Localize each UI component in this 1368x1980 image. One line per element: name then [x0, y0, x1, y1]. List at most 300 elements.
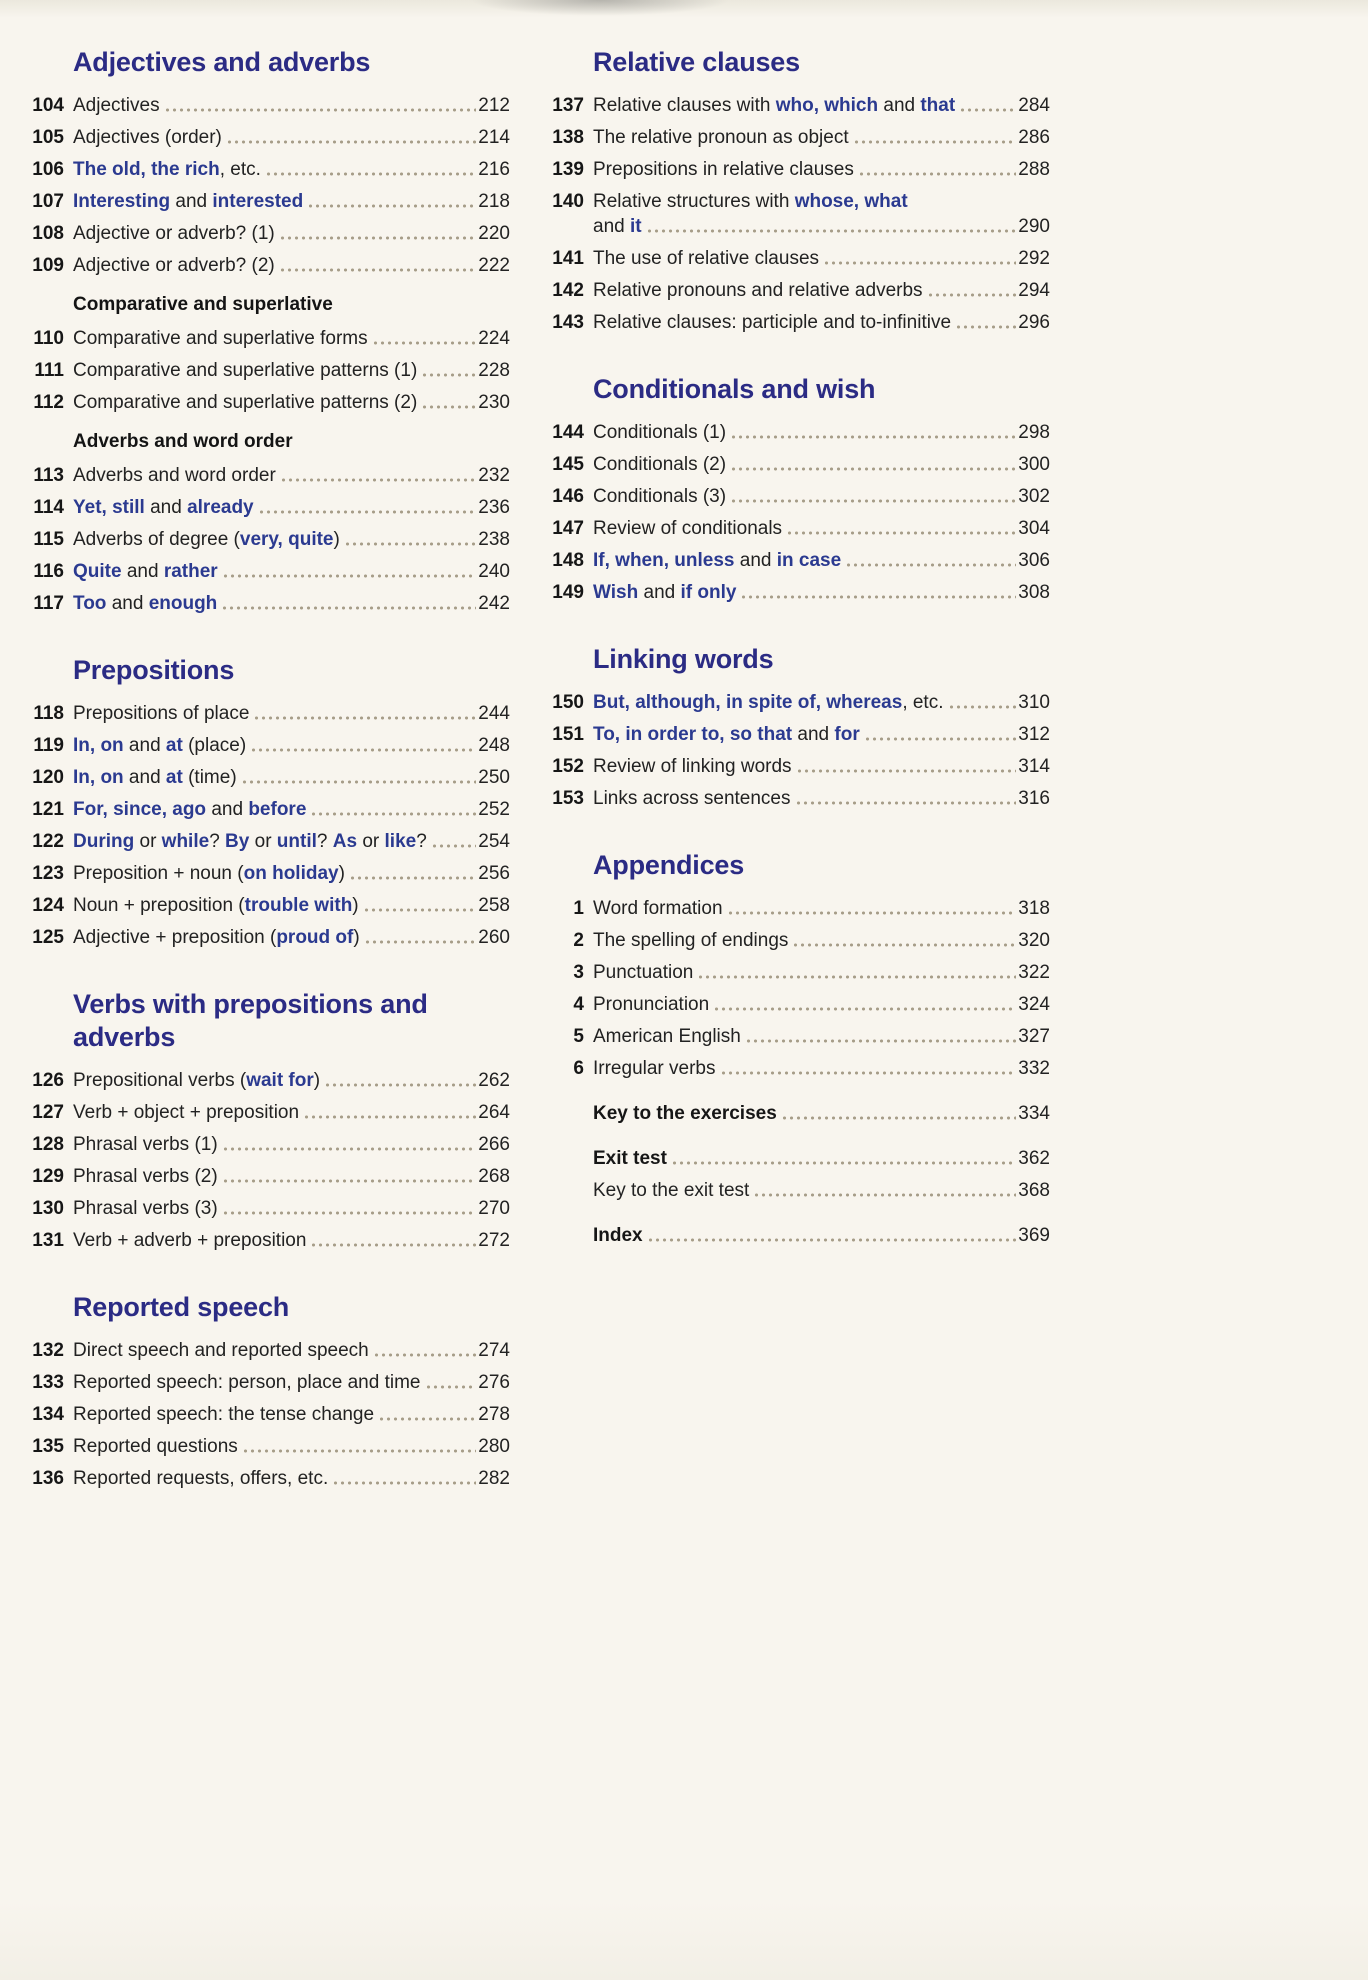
- plain-text: Comparative and superlative patterns (1): [73, 360, 418, 381]
- entry-number: 145: [552, 454, 584, 475]
- entry-number: 129: [32, 1166, 64, 1187]
- entry-body: [73, 358, 510, 383]
- entry-line: [73, 189, 510, 214]
- dot-leader: [311, 1241, 476, 1249]
- entry-title: [73, 1164, 218, 1189]
- keyword-text: Wish: [593, 582, 639, 603]
- dot-leader: [280, 266, 477, 274]
- toc-entry: [30, 221, 510, 246]
- keyword-text: very, quite: [239, 529, 334, 550]
- dot-leader: [373, 339, 477, 347]
- dot-leader: [223, 1177, 477, 1185]
- dot-leader: [432, 842, 477, 850]
- toc-entry: [30, 253, 510, 278]
- entry-number: 130: [32, 1198, 64, 1219]
- plain-text: ?: [209, 831, 226, 852]
- entry-number: 150: [552, 692, 584, 713]
- entry-body: [73, 893, 510, 918]
- entry-title: [593, 516, 782, 541]
- dot-leader: [846, 561, 1016, 569]
- toc-entry: [30, 701, 510, 726]
- entry-page: 296: [1018, 312, 1050, 333]
- entry-page: 292: [1018, 248, 1050, 269]
- plain-text: or: [134, 831, 162, 852]
- entry-title: [73, 157, 261, 182]
- toc-entry: [550, 1024, 1050, 1049]
- dot-leader: [824, 259, 1016, 267]
- toc-entry: [550, 157, 1050, 182]
- section-heading: Linking words: [593, 644, 774, 674]
- entry-line: [593, 246, 1050, 271]
- toc-entry: [550, 278, 1050, 303]
- plain-text: and: [170, 191, 213, 212]
- plain-text: and: [106, 593, 149, 614]
- keyword-text: on holiday: [243, 863, 339, 884]
- dot-leader: [379, 1415, 476, 1423]
- entry-title: [73, 463, 276, 488]
- entry-title: [593, 548, 841, 573]
- section-heading: Appendices: [593, 850, 745, 880]
- plain-text: , etc.: [219, 159, 261, 180]
- entry-line: [73, 559, 510, 584]
- dot-leader: [728, 909, 1017, 917]
- entry-title: [73, 1068, 320, 1093]
- entry-line: [593, 1101, 1050, 1126]
- entry-body: [593, 310, 1050, 335]
- toc-column-1: [30, 46, 510, 1498]
- entry-number: 116: [33, 561, 64, 582]
- plain-text: Review of conditionals: [593, 518, 783, 539]
- toc-entry: [550, 1223, 1050, 1248]
- toc-entry: [30, 1196, 510, 1221]
- entry-number: 153: [552, 788, 584, 809]
- entry-page: 254: [478, 831, 510, 852]
- entry-line: [73, 765, 510, 790]
- keyword-text: The old, the rich: [73, 159, 220, 180]
- entry-number: 136: [32, 1468, 64, 1489]
- entry-body: [73, 189, 510, 214]
- entry-title: [73, 1434, 238, 1459]
- entry-page: 316: [1018, 788, 1050, 809]
- plain-text: and: [121, 561, 164, 582]
- dot-leader: [281, 476, 477, 484]
- toc-column-2: [550, 46, 1050, 1498]
- entry-line: [73, 326, 510, 351]
- entry-body: [593, 1146, 1050, 1171]
- dot-leader: [345, 540, 476, 548]
- entry-body: [73, 701, 510, 726]
- entry-body: [593, 690, 1050, 715]
- plain-text: ): [353, 927, 360, 948]
- entry-line: [593, 278, 1050, 303]
- entry-number: 118: [33, 703, 64, 724]
- entry-page: 242: [478, 593, 510, 614]
- plain-text: Reported speech: the tense change: [73, 1404, 375, 1425]
- entry-body: [593, 484, 1050, 509]
- entry-title: [73, 1132, 218, 1157]
- plain-text: ?: [416, 831, 427, 852]
- entry-title: [593, 189, 908, 214]
- entry-page: 212: [478, 95, 510, 116]
- section-heading: Verbs with prepositions and adverbs: [73, 989, 428, 1052]
- entry-body: [593, 516, 1050, 541]
- dot-leader: [251, 746, 476, 754]
- entry-title: [593, 754, 792, 779]
- plain-text: Verb + object + preposition: [73, 1102, 300, 1123]
- entry-page: 294: [1018, 280, 1050, 301]
- entry-title: [73, 189, 303, 214]
- entry-line: [73, 861, 510, 886]
- entry-body: [73, 733, 510, 758]
- toc-entry: [550, 896, 1050, 921]
- entry-page: 222: [478, 255, 510, 276]
- plain-text: (time): [182, 767, 237, 788]
- toc-entry: [30, 829, 510, 854]
- toc-entry: [550, 722, 1050, 747]
- entry-number: 140: [552, 191, 584, 212]
- dot-leader: [754, 1191, 1016, 1199]
- keyword-text: If, when, unless: [593, 550, 735, 571]
- entry-body: [73, 1466, 510, 1491]
- entry-title: [73, 861, 345, 886]
- keyword-text: Yet, still: [73, 497, 145, 518]
- plain-text: Prepositional verbs (: [73, 1070, 247, 1091]
- entry-number: 127: [32, 1102, 64, 1123]
- entry-line: [73, 1338, 510, 1363]
- keyword-text: enough: [148, 593, 218, 614]
- entry-body: [593, 189, 1050, 239]
- entry-page: 298: [1018, 422, 1050, 443]
- entry-number: 137: [552, 95, 584, 116]
- entry-page: 322: [1018, 962, 1050, 983]
- toc-section: [30, 46, 510, 616]
- dot-leader: [222, 604, 476, 612]
- toc-entry: [30, 125, 510, 150]
- entry-line: [593, 896, 1050, 921]
- entry-number: 147: [552, 518, 584, 539]
- dot-leader: [854, 138, 1017, 146]
- entry-line: [593, 1223, 1050, 1248]
- entry-line: [593, 93, 1050, 118]
- dot-leader: [325, 1081, 476, 1089]
- entry-body: [73, 1164, 510, 1189]
- entry-body: [73, 1228, 510, 1253]
- dot-leader: [333, 1479, 476, 1487]
- entry-body: [73, 1196, 510, 1221]
- entry-page: 220: [478, 223, 510, 244]
- entry-page: 272: [478, 1230, 510, 1251]
- entry-title: [593, 125, 849, 150]
- keyword-text: trouble with: [244, 895, 353, 916]
- entry-page: 260: [478, 927, 510, 948]
- keyword-text: in case: [776, 550, 842, 571]
- dot-leader: [223, 1209, 477, 1217]
- toc-entry: [30, 358, 510, 383]
- toc-entry: [30, 1402, 510, 1427]
- keyword-text: Quite: [73, 561, 122, 582]
- dot-leader: [242, 778, 477, 786]
- entry-page: 327: [1018, 1026, 1050, 1047]
- entry-title: [593, 786, 791, 811]
- entry-title: [73, 925, 360, 950]
- toc-entry: [30, 1466, 510, 1491]
- toc-entry: [550, 580, 1050, 605]
- entry-page: 284: [1018, 95, 1050, 116]
- entry-number: 105: [32, 127, 64, 148]
- entry-title: [73, 1100, 299, 1125]
- dot-leader: [746, 1037, 1016, 1045]
- toc-entry: [30, 1370, 510, 1395]
- plain-text: and: [878, 95, 921, 116]
- entry-title: [73, 495, 254, 520]
- entry-page: 304: [1018, 518, 1050, 539]
- keyword-text: until: [276, 831, 317, 852]
- entry-body: [73, 765, 510, 790]
- entry-page: 288: [1018, 159, 1050, 180]
- keyword-text: like: [384, 831, 417, 852]
- toc-entry: [30, 591, 510, 616]
- entry-line: [73, 1132, 510, 1157]
- entry-number: 139: [552, 159, 584, 180]
- entry-title: [73, 125, 222, 150]
- entry-line: [73, 925, 510, 950]
- entry-page: 256: [478, 863, 510, 884]
- entry-page: 262: [478, 1070, 510, 1091]
- entry-page: 324: [1018, 994, 1050, 1015]
- entry-body: [73, 93, 510, 118]
- keyword-text: But, although, in spite of, whereas: [593, 692, 903, 713]
- keyword-text: In, on: [73, 767, 124, 788]
- entry-number: 6: [573, 1058, 584, 1079]
- entry-line: [593, 189, 1050, 214]
- toc-entry: [30, 390, 510, 415]
- dot-leader: [928, 291, 1017, 299]
- entry-page: 312: [1018, 724, 1050, 745]
- entry-number: [550, 1101, 584, 1126]
- dot-leader: [350, 874, 476, 882]
- section-heading: Conditionals and wish: [593, 374, 876, 404]
- entry-body: [593, 928, 1050, 953]
- entry-body: [593, 1223, 1050, 1248]
- entry-page: 286: [1018, 127, 1050, 148]
- plain-text: Adverbs of degree (: [73, 529, 240, 550]
- dot-leader: [960, 106, 1016, 114]
- dot-leader: [698, 973, 1016, 981]
- entry-title: [73, 1196, 218, 1221]
- keyword-text: wait for: [246, 1070, 314, 1091]
- plain-text: Reported speech: person, place and time: [73, 1372, 421, 1393]
- entry-title: [73, 1402, 374, 1427]
- entry-title: [593, 896, 723, 921]
- entry-line: [73, 1196, 510, 1221]
- entry-number: 143: [552, 312, 584, 333]
- entry-body: [593, 1101, 1050, 1126]
- entry-number: 123: [32, 863, 64, 884]
- entry-body: [593, 420, 1050, 445]
- entry-page: 278: [478, 1404, 510, 1425]
- entry-number: [550, 1178, 584, 1203]
- plain-text: ): [352, 895, 359, 916]
- keyword-text: To, in order to, so that: [593, 724, 793, 745]
- entry-line: [73, 1466, 510, 1491]
- entry-page: 266: [478, 1134, 510, 1155]
- section-heading: Relative clauses: [593, 47, 800, 77]
- toc-section: [550, 373, 1050, 605]
- plain-text: ?: [316, 831, 333, 852]
- keyword-text: while: [161, 831, 210, 852]
- toc-entry: [30, 797, 510, 822]
- entry-page: 334: [1018, 1103, 1050, 1124]
- keyword-text: During: [73, 831, 135, 852]
- keyword-text: at: [165, 735, 183, 756]
- entry-title: [73, 701, 249, 726]
- toc-entry: [30, 1228, 510, 1253]
- toc-entry: [550, 1146, 1050, 1171]
- entry-line: [73, 1100, 510, 1125]
- toc-entry: [550, 310, 1050, 335]
- plain-text: The spelling of endings: [593, 930, 789, 951]
- entry-number: [550, 1223, 584, 1248]
- entry-page: 274: [478, 1340, 510, 1361]
- entry-number: 106: [32, 159, 64, 180]
- entry-line: [73, 495, 510, 520]
- dot-leader: [647, 227, 1017, 235]
- entry-page: 290: [1018, 216, 1050, 237]
- entry-body: [593, 278, 1050, 303]
- entry-number: 108: [32, 223, 64, 244]
- dot-leader: [365, 938, 477, 946]
- toc-entry: [550, 516, 1050, 541]
- entry-number: 114: [33, 497, 64, 518]
- entry-page: 218: [478, 191, 510, 212]
- plain-text: Adjective + preposition (: [73, 927, 277, 948]
- entry-page: 264: [478, 1102, 510, 1123]
- entry-body: [73, 253, 510, 278]
- toc-entry: [550, 690, 1050, 715]
- toc-section: [550, 643, 1050, 811]
- dot-leader: [731, 465, 1016, 473]
- entry-title: [593, 420, 726, 445]
- entry-title: [593, 722, 860, 747]
- entry-body: [593, 125, 1050, 150]
- entry-body: [593, 548, 1050, 573]
- plain-text: Phrasal verbs (2): [73, 1166, 218, 1187]
- entry-page: 224: [478, 328, 510, 349]
- keyword-text: Too: [73, 593, 107, 614]
- entry-title: [73, 733, 246, 758]
- entry-body: [73, 1402, 510, 1427]
- entry-title: [593, 246, 819, 271]
- entry-line: [593, 992, 1050, 1017]
- entry-body: [593, 754, 1050, 779]
- plain-text: and: [206, 799, 249, 820]
- keyword-text: For, since, ago: [73, 799, 207, 820]
- entry-line: [593, 125, 1050, 150]
- entry-line: [73, 797, 510, 822]
- toc-section: [550, 46, 1050, 335]
- entry-line: [593, 1146, 1050, 1171]
- entry-number: 151: [552, 724, 584, 745]
- toc-entry: [550, 484, 1050, 509]
- plain-text: ): [333, 529, 340, 550]
- entry-number: 113: [33, 465, 64, 486]
- entry-page: 282: [478, 1468, 510, 1489]
- entry-number: 115: [33, 529, 64, 550]
- dot-leader: [672, 1159, 1016, 1167]
- plain-text: Adjectives: [73, 95, 160, 116]
- entry-body: [73, 925, 510, 950]
- entry-page: 270: [478, 1198, 510, 1219]
- entry-line: [73, 390, 510, 415]
- toc-entry: [30, 157, 510, 182]
- toc-entry: [30, 559, 510, 584]
- entry-body: [593, 786, 1050, 811]
- entry-title: [593, 1101, 777, 1126]
- entry-page: 258: [478, 895, 510, 916]
- subsection-heading: Comparative and superlative: [73, 294, 333, 315]
- entry-body: [73, 829, 510, 854]
- dot-leader: [374, 1351, 477, 1359]
- entry-title: [73, 221, 275, 246]
- entry-body: [73, 797, 510, 822]
- keyword-text: By: [225, 831, 250, 852]
- entry-body: [593, 1024, 1050, 1049]
- entry-body: [73, 1068, 510, 1093]
- plain-text: , etc.: [902, 692, 944, 713]
- keyword-text: before: [248, 799, 307, 820]
- entry-page: 252: [478, 799, 510, 820]
- entry-body: [593, 960, 1050, 985]
- dot-leader: [422, 371, 476, 379]
- entry-number: 134: [32, 1404, 64, 1425]
- toc-entry: [30, 326, 510, 351]
- entry-page: 244: [478, 703, 510, 724]
- plain-text: Reported requests, offers, etc.: [73, 1468, 329, 1489]
- entry-number: 132: [32, 1340, 64, 1361]
- entry-body: [73, 1132, 510, 1157]
- keyword-text: already: [187, 497, 254, 518]
- dot-leader: [426, 1383, 477, 1391]
- entry-page: 238: [478, 529, 510, 550]
- dot-leader: [259, 508, 477, 516]
- toc-entry: [30, 1434, 510, 1459]
- keyword-text: As: [332, 831, 358, 852]
- entry-number: 121: [32, 799, 64, 820]
- entry-number: 119: [33, 735, 64, 756]
- entry-page: 369: [1018, 1225, 1050, 1246]
- toc-section: [550, 849, 1050, 1248]
- plain-text: Phrasal verbs (1): [73, 1134, 218, 1155]
- plain-text: American English: [593, 1026, 741, 1047]
- entry-line: [73, 1434, 510, 1459]
- section-heading: Adjectives and adverbs: [73, 47, 371, 77]
- entry-number: 2: [573, 930, 584, 951]
- entry-body: [73, 1370, 510, 1395]
- dot-leader: [243, 1447, 477, 1455]
- entry-page: 332: [1018, 1058, 1050, 1079]
- toc-entry: [550, 452, 1050, 477]
- entry-line: [73, 1228, 510, 1253]
- entry-body: [73, 495, 510, 520]
- entry-title: [73, 1338, 369, 1363]
- plain-text: Prepositions of place: [73, 703, 250, 724]
- plain-text: Relative clauses: participle and to-infinitive: [593, 312, 952, 333]
- entry-number: 4: [573, 994, 584, 1015]
- plain-text: Prepositions in relative clauses: [593, 159, 854, 180]
- toc-section: [30, 988, 510, 1253]
- entry-title: [593, 960, 693, 985]
- entry-title: [73, 797, 306, 822]
